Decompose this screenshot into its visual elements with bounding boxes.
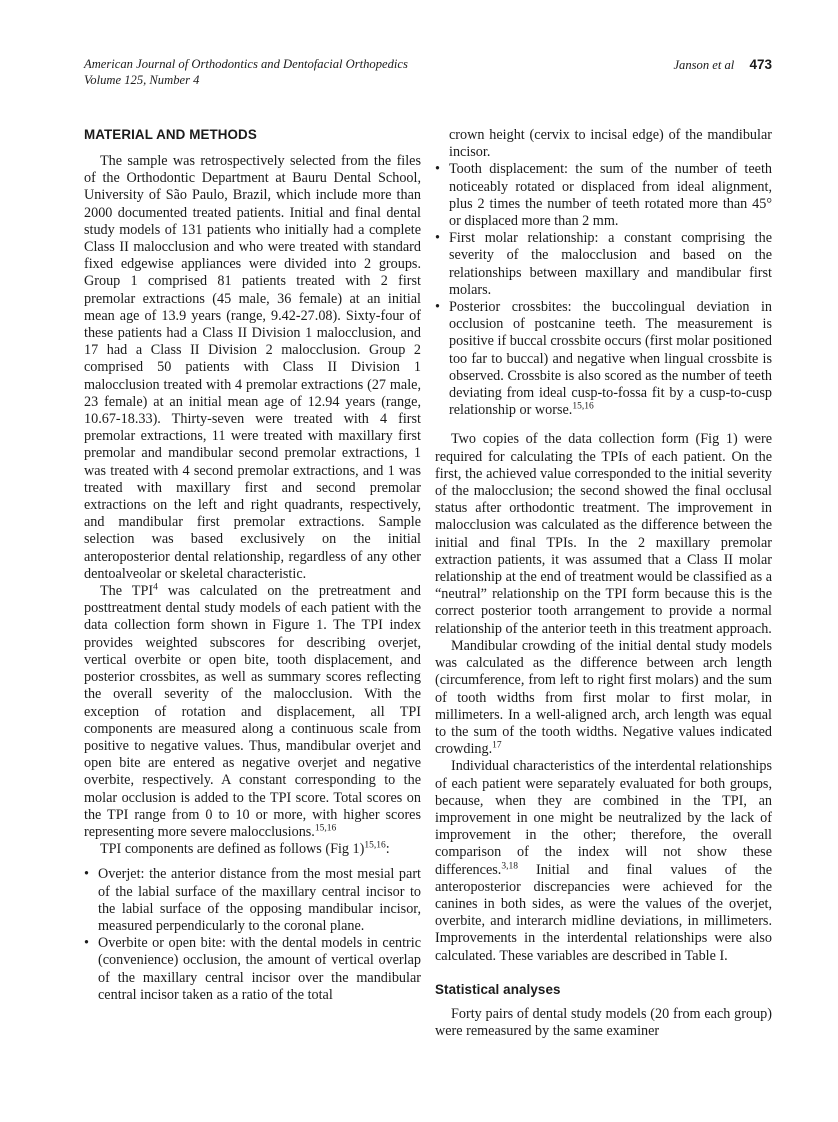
list-item-text: First molar relationship: a constant comprising the severity of the malocclusion and based on the relationships between maxillary and mandibular first molars. <box>449 230 772 298</box>
journal-title: American Journal of Orthodontics and Dentofacial Orthopedics <box>84 57 408 71</box>
list-item-text: Tooth displacement: the sum of the number of teeth noticeably rotated or displaced from ideal alignment, plus 2 times the number of teeth rotated more than 45° or displaced more than 2 mm. <box>449 161 772 230</box>
paragraph-sample: The sample was retrospectively selected from the files of the Orthodontic Department at Bauru Dental School, University of São Paulo, Brazil, which include more than 2000 documented treated patients. Initial and final dental study models of 131 patients who initially had a complete Class II malocclusion and who were treated with standard fixed edgewise appliances were divided into 2 groups. Group 1 comprised 81 patients treated with 2 first premolar extractions (45 male, 36 female) at an initial mean age of 13.9 years (range, 9.42-27.08). Sixty-four of these patients had a Class II Division 1 malocclusion, and 17 had a Class II Division 2 malocclusion. Group 2 comprised 50 patients with Class II Division 1 malocclusion treated with 4 premolar extractions (27 male, 23 female) at an initial mean age of 12.94 years (range, 10.67-18.33). Thirty-seven were treated with 4 first premolar extractions, 11 were treated with maxillary first premolar and mandibular second premolar extractions, 1 was treated with 4 second premolar extractions, and 1 was treated with maxillary first and second premolar extractions on the left and right quadrants, respectively, and mandibular first premolar extractions. Sample selection was based exclusively on the initial anteroposterior dental relationship, regardless of any other dentoalveolar or skeletal characteristic. <box>84 153 421 582</box>
running-head <box>84 57 772 88</box>
bullet-icon: • <box>84 935 89 952</box>
list-item-first-molar-relationship <box>435 230 772 299</box>
tpi-component-list-left <box>84 866 421 1004</box>
tpi-component-list-right <box>435 161 772 419</box>
section-heading-material-and-methods: MATERIAL AND METHODS <box>84 127 257 142</box>
journal-issue: Volume 125, Number 4 <box>84 72 200 87</box>
section-heading-statistical-analyses: Statistical analyses <box>435 981 561 997</box>
page-number: 473 <box>749 57 772 72</box>
list-item-text: Overbite or open bite: with the dental models in centric (convenience) occlusion, the amount of vertical overlap of the maxillary central incisor over the mandibular central incisor taken as a ratio of the total <box>98 935 421 1003</box>
running-authors: Janson et al <box>673 58 735 72</box>
list-item-tooth-displacement <box>435 161 772 230</box>
list-item-text: Overjet: the anterior distance from the most mesial part of the labial surface of the maxillary central incisor to the labial surface of the opposing mandibular incisor, measured perpendicularly to the coronal plane. <box>98 866 421 934</box>
article-body <box>84 127 772 1040</box>
right-column <box>435 127 772 1040</box>
paragraph-continuation: crown height (cervix to incisal edge) of the mandibular incisor. <box>449 127 772 161</box>
running-head-left <box>84 57 408 88</box>
left-column <box>84 127 421 1040</box>
paragraph-mandibular-crowding: Mandibular crowding of the initial dental study models was calculated as the difference between arch length (circumference, from left to right first molars) and the sum of tooth widths from first molar to first molar, in millimeters. In a well-aligned arch, arch length was equal to the sum of the tooth widths. Negative values indicated crowding.$^{17}$ <box>435 637 772 758</box>
paragraph-individual-characteristics: Individual characteristics of the interdental relationships of each patient were separately evaluated for both groups, because, when they are combined in the TPI, an improvement in one might be neutralized by the lack of improvement in the other; therefore, the overall comparison of the index will not show these differences.$^{3,18}$ Initial and final values of the anteroposterior discrepancies were achieved for the canines in both sides, as were the values of the overjet, overbite, and interarch midline deviations, in millimeters. Improvements in the interdental relationships were also calculated. These variables are described in Table I. <box>435 758 772 964</box>
bullet-icon: • <box>435 299 440 316</box>
list-item-posterior-crossbites <box>435 299 772 419</box>
paragraph-two-copies: Two copies of the data collection form (Fig 1) were required for calculating the TPIs of each patient. On the first, the achieved value corresponded to the initial severity of the malocclusion; the second showed the final occlusal status after orthodontic treatment. The improvement in malocclusion was calculated as the difference between the initial and final TPIs. In the 2 maxillary premolar extraction patients, it was assumed that a Class II molar relationship at the end of treatment would be classified as a “neutral” relationship on the TPI form because this is the correct posterior tooth arrangement to provide a normal relationship of the anterior teeth in this treatment approach. <box>435 431 772 637</box>
paragraph-tpi-calculated: The TPI$^4$ was calculated on the pretreatment and posttreatment dental study models of each patient with the data collection form shown in Figure 1. The TPI index provides weighted subscores for describing overjet, vertical overbite or open bite, tooth displacement, and posterior crossbites, as well as summary scores reflecting the overall severity of the malocclusion. With the exception of rotation and displacement, all TPI components are measured along a continuous scale from positive to negative values. Thus, mandibular overjet and open bite are entered as negative overjet and negative overbite, respectively. A constant corresponding to the molar occlusion is added to the TPI score. Total scores on the TPI range from 0 to 10 or more, with higher scores representing more severe malocclusions.$^{15,16}$ <box>84 582 421 840</box>
bullet-icon: • <box>435 161 440 178</box>
paragraph-tpi-components-intro: TPI components are defined as follows (Fig 1)$^{15,16}$: <box>100 840 390 858</box>
running-head-right <box>673 57 772 74</box>
list-item-overbite <box>84 935 421 1004</box>
list-item-overjet <box>84 866 421 935</box>
bullet-icon: • <box>84 866 89 883</box>
bullet-icon: • <box>435 230 440 247</box>
list-item-text: Posterior crossbites: the buccolingual deviation in occlusion of postcanine teeth. The measurement is positive if buccal crossbite occurs (first molar positioned too far to buccal) and negative when lingual crossbite is observed. Crossbite is also scored as the number of teeth deviating from ideal cusp-to-fossa fit by a cusp-to-cusp relationship or worse.$^{15,16}$ <box>449 299 772 419</box>
paragraph-forty-pairs: Forty pairs of dental study models (20 from each group) were remeasured by the same examiner <box>435 1005 772 1039</box>
